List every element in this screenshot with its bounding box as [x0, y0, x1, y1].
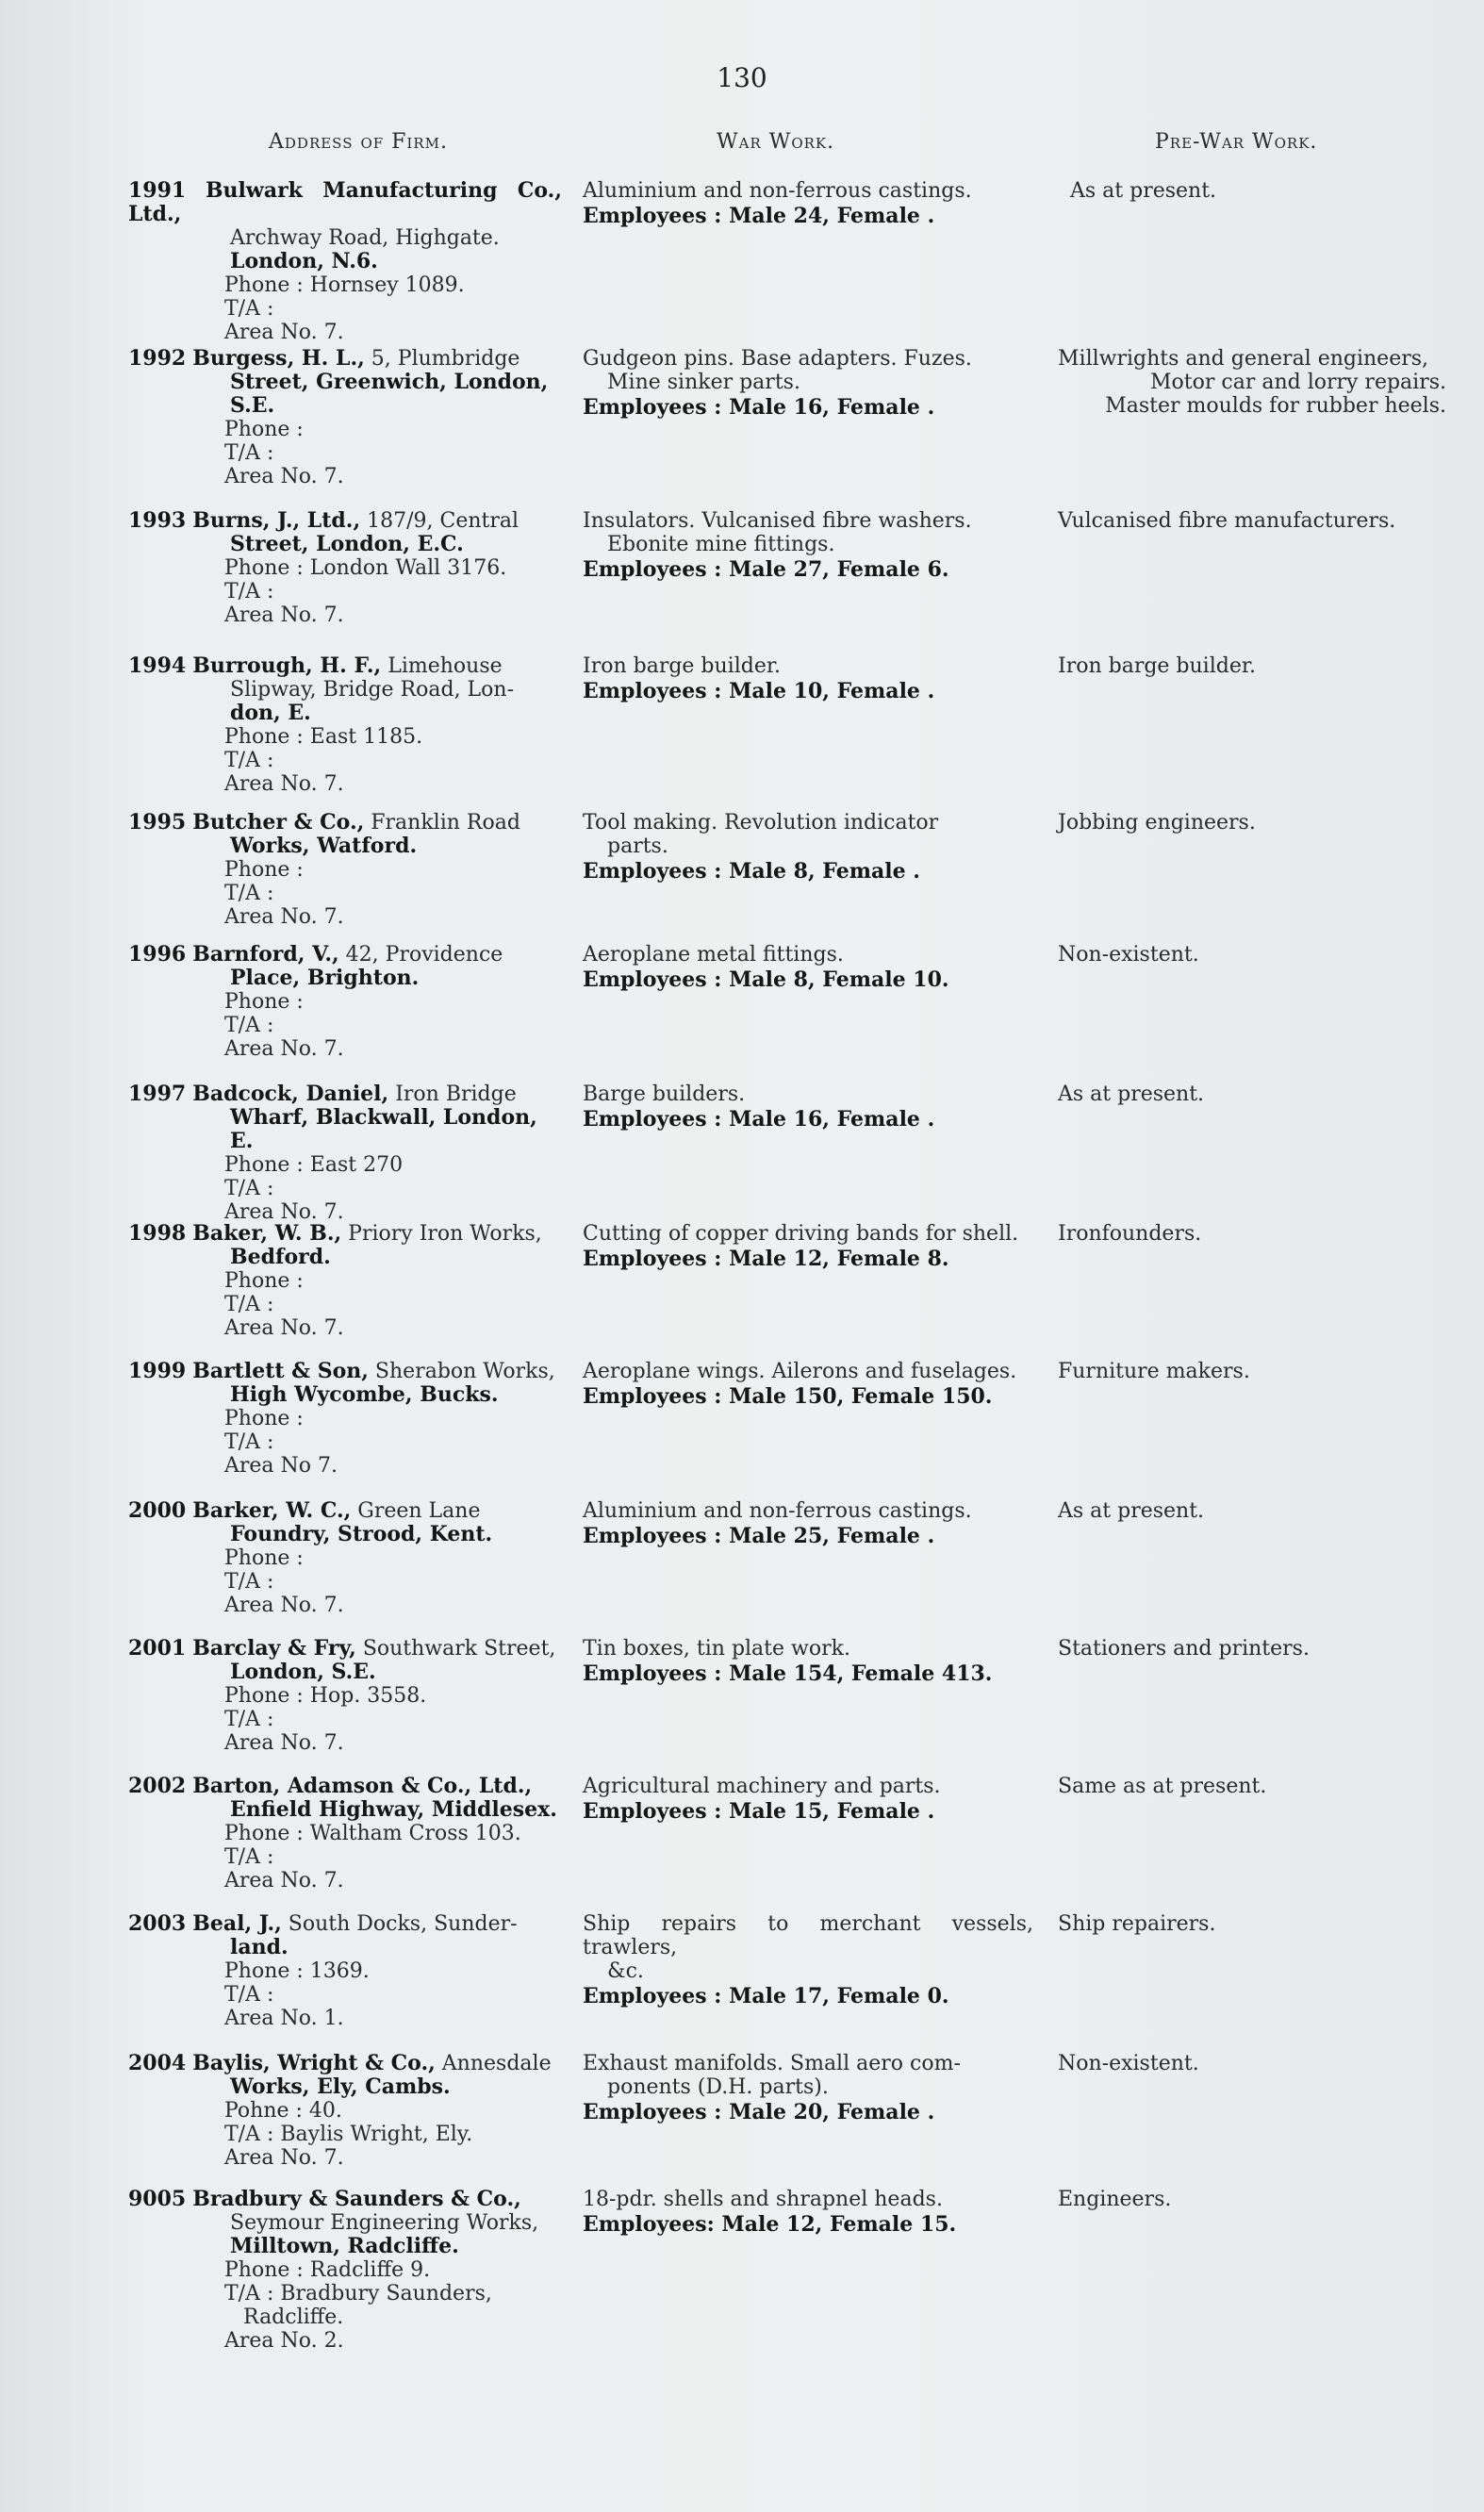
firm-lead-line [128, 943, 562, 967]
area-line: Area No. 7. [224, 465, 344, 488]
firm-address [128, 1912, 562, 2030]
phone-line: Phone : [224, 418, 304, 441]
pre-war-work [1058, 1360, 1446, 1383]
address-line: London, N.6. [230, 249, 378, 273]
address-line: Street, Greenwich, London, [230, 370, 549, 394]
pre-war-description: Ironfounders. [1058, 1222, 1202, 1246]
firm-lead-line [128, 1360, 562, 1383]
entry-number: 2002 [128, 1774, 187, 1798]
phone-line: Phone : London Wall 3176. [224, 556, 507, 580]
telegraphic-address: T/A : [224, 441, 274, 465]
war-work-description: Aluminium and non-ferrous castings. [583, 179, 972, 203]
firm-lead-line [128, 2052, 562, 2075]
employees-count: Employees : Male 150, Female 150. [583, 1384, 993, 1409]
war-work-description: parts. [607, 835, 668, 858]
entry-number: 1996 [128, 942, 187, 967]
war-work-description: Exhaust manifolds. Small aero com- [583, 2052, 961, 2075]
war-work-description: Ebonite mine fittings. [607, 533, 835, 556]
phone-line: Phone : East 1185. [224, 725, 423, 749]
firm-address [128, 943, 562, 1061]
phone-line: Phone : [224, 990, 304, 1014]
entry-number: 1992 [128, 346, 187, 371]
war-work [583, 2052, 1033, 2124]
pre-war-description: Motor car and lorry repairs. [1150, 371, 1446, 394]
address-line: Foundry, Strood, Kent. [230, 1522, 493, 1546]
pre-war-description: Millwrights and general engineers, [1058, 347, 1429, 371]
pre-war-work [1058, 347, 1446, 418]
war-work-description: Mine sinker parts. [607, 371, 800, 394]
employees-count: Employees : Male 24, Female . [583, 204, 935, 228]
war-work [583, 654, 1033, 703]
telegraphic-address: T/A : [224, 1293, 274, 1316]
entry-number: 1998 [128, 1221, 187, 1246]
war-work-description: &c. [607, 1959, 644, 1983]
entry-number: 9005 [128, 2187, 187, 2211]
entry-number: 1993 [128, 508, 187, 533]
pre-war-work [1058, 1775, 1446, 1798]
address-line: S.E. [230, 393, 275, 418]
address-line: Works, Ely, Cambs. [230, 2074, 451, 2099]
address-start: Sherabon Works, [374, 1360, 555, 1383]
area-line: Area No. 2. [224, 2329, 344, 2353]
pre-war-work [1058, 509, 1446, 533]
pre-war-work [1058, 1637, 1446, 1661]
phone-line: Phone : Hop. 3558. [224, 1684, 427, 1708]
entry-number: 1999 [128, 1359, 187, 1383]
area-line: Area No. 7. [224, 1316, 344, 1340]
phone-line: Phone : [224, 1269, 304, 1293]
telegraphic-address: T/A : [224, 297, 274, 321]
entry-number: 1994 [128, 653, 187, 678]
firm-name: Baylis, Wright & Co., [192, 2051, 436, 2075]
pre-war-work [1058, 943, 1446, 967]
address-start: Priory Iron Works, [348, 1222, 542, 1246]
war-work [583, 1775, 1033, 1824]
pre-war-description: As at present. [1058, 1499, 1205, 1523]
address-line: Seymour Engineering Works, [230, 2211, 539, 2235]
pre-war-description: Ship repairers. [1058, 1912, 1216, 1936]
war-work-description: Tool making. Revolution indicator [583, 811, 939, 835]
employees-count: Employees : Male 10, Female . [583, 679, 935, 703]
address-start: Green Lane [357, 1499, 481, 1523]
address-line: Place, Brighton. [230, 966, 420, 990]
employees-count: Employees : Male 20, Female . [583, 2100, 935, 2124]
pre-war-work [1058, 811, 1446, 835]
phone-line: Phone : [224, 858, 304, 882]
pre-war-description: Jobbing engineers. [1058, 811, 1256, 835]
telegraphic-address: T/A : [224, 1845, 274, 1869]
entry-number: 2000 [128, 1498, 187, 1523]
firm-name: Bradbury & Saunders & Co., [192, 2187, 521, 2211]
pre-war-description: Iron barge builder. [1058, 654, 1256, 678]
pre-war-work [1058, 1082, 1446, 1106]
entry-number: 1997 [128, 1082, 187, 1106]
phone-line: Phone : East 270 [224, 1153, 404, 1177]
war-work-description: Aeroplane wings. Ailerons and fuselages. [583, 1360, 1017, 1383]
war-work [583, 2188, 1033, 2237]
address-start: Southwark Street, [362, 1637, 556, 1661]
firm-lead-line [128, 811, 562, 835]
firm-address [128, 2052, 562, 2170]
firm-lead-line [128, 1912, 562, 1936]
address-start: 42, Providence [345, 943, 503, 967]
war-work [583, 1360, 1033, 1409]
war-work [583, 943, 1033, 992]
firm-name: Burns, J., Ltd., [192, 508, 361, 533]
employees-count: Employees : Male 27, Female 6. [583, 557, 949, 582]
address-start: 187/9, Central [367, 509, 519, 533]
war-work-description: Agricultural machinery and parts. [583, 1775, 941, 1798]
address-line: London, S.E. [230, 1660, 376, 1684]
war-work [583, 1912, 1033, 2008]
pre-war-work [1070, 179, 1459, 203]
entry-number: 2004 [128, 2051, 187, 2075]
area-line: Area No. 7. [224, 2146, 344, 2170]
employees-count: Employees : Male 15, Female . [583, 1799, 935, 1824]
employees-count: Employees : Male 17, Female 0. [583, 1984, 949, 2008]
address-line: Wharf, Blackwall, London, E. [230, 1105, 537, 1153]
pre-war-work [1058, 2188, 1446, 2211]
telegraphic-address: T/A : [224, 1014, 274, 1037]
firm-name: Bulwark Manufacturing Co., Ltd., [128, 178, 562, 226]
telegraphic-address: T/A : [224, 1430, 274, 1454]
war-work [583, 1222, 1033, 1271]
firm-address [128, 1360, 562, 1478]
phone-line: Phone : Radcliffe 9. [224, 2258, 431, 2282]
telegraphic-address: T/A : [224, 1177, 274, 1200]
area-line: Area No. 7. [224, 1731, 344, 1755]
war-work-description: Iron barge builder. [583, 654, 781, 678]
war-work [583, 347, 1033, 420]
page-number: 130 [717, 62, 767, 93]
firm-lead-line [128, 1082, 562, 1106]
area-line: Area No. 7. [224, 1869, 344, 1892]
phone-line: Phone : Hornsey 1089. [224, 273, 465, 297]
war-work-description: ponents (D.H. parts). [607, 2075, 829, 2099]
telegraphic-address: T/A : [224, 1570, 274, 1594]
address-line: Slipway, Bridge Road, Lon- [230, 678, 515, 702]
entry-number: 1995 [128, 810, 187, 835]
firm-lead-line [128, 1775, 562, 1798]
war-work-description: Ship repairs to merchant vessels, trawlers, [583, 1912, 1033, 1959]
address-line: Street, London, E.C. [230, 532, 464, 556]
telegraphic-address: T/A : [224, 1708, 274, 1731]
address-line: Bedford. [230, 1245, 331, 1269]
war-work [583, 1637, 1033, 1686]
pre-war-description: Same as at present. [1058, 1775, 1267, 1798]
phone-line: Phone : [224, 1546, 304, 1570]
employees-count: Employees : Male 8, Female 10. [583, 967, 949, 992]
firm-name: Barclay & Fry, [192, 1636, 356, 1661]
telegraphic-address: T/A : Bradbury Saunders, [224, 2282, 492, 2305]
employees-count: Employees : Male 16, Female . [583, 1107, 935, 1132]
firm-address [128, 1637, 562, 1755]
pre-war-description: Vulcanised fibre manufacturers. [1058, 509, 1396, 533]
employees-count: Employees: Male 12, Female 15. [583, 2212, 957, 2237]
area-line: Area No. 7. [224, 321, 344, 344]
header-pre-war-work: Pre-War Work. [1155, 130, 1318, 154]
employees-count: Employees : Male 16, Female . [583, 395, 935, 420]
pre-war-work [1058, 654, 1446, 678]
entry-number: 2001 [128, 1636, 187, 1661]
firm-address [128, 509, 562, 627]
area-line: Area No. 7. [224, 603, 344, 627]
address-start: Limehouse [387, 654, 503, 678]
firm-lead-line [128, 1222, 562, 1246]
entry-number: 2003 [128, 1911, 187, 1936]
telegraphic-address: Radcliffe. [243, 2305, 344, 2329]
address-start: Franklin Road [371, 811, 520, 835]
pre-war-description: As at present. [1058, 1082, 1205, 1106]
area-line: Area No. 7. [224, 1200, 344, 1224]
war-work [583, 179, 1033, 228]
area-line: Area No. 7. [224, 1594, 344, 1617]
telegraphic-address: T/A : Baylis Wright, Ely. [224, 2123, 473, 2146]
war-work-description: Aluminium and non-ferrous castings. [583, 1499, 972, 1523]
war-work-description: Gudgeon pins. Base adapters. Fuzes. [583, 347, 972, 371]
firm-lead-line [128, 654, 562, 678]
war-work [583, 1499, 1033, 1548]
employees-count: Employees : Male 25, Female . [583, 1524, 935, 1548]
firm-name: Barton, Adamson & Co., Ltd., [192, 1774, 533, 1798]
war-work-description: Aeroplane metal fittings. [583, 943, 844, 967]
firm-lead-line [128, 1499, 562, 1523]
address-line: High Wycombe, Bucks. [230, 1382, 499, 1407]
employees-count: Employees : Male 8, Female . [583, 859, 920, 884]
address-line: Works, Watford. [230, 834, 418, 858]
firm-name: Bartlett & Son, [192, 1359, 369, 1383]
area-line: Area No. 7. [224, 772, 344, 796]
firm-name: Butcher & Co., [192, 810, 365, 835]
address-start: South Docks, Sunder- [288, 1912, 518, 1936]
header-address: Address of Firm. [269, 130, 448, 154]
firm-address [128, 811, 562, 929]
firm-address [128, 347, 562, 488]
war-work [583, 1082, 1033, 1132]
address-start: Iron Bridge [395, 1082, 517, 1106]
area-line: Area No. 1. [224, 2007, 344, 2030]
war-work-description: Barge builders. [583, 1082, 746, 1106]
pre-war-description: Stationers and printers. [1058, 1637, 1310, 1661]
address-start: Annesdale [441, 2052, 552, 2075]
employees-count: Employees : Male 154, Female 413. [583, 1661, 993, 1686]
firm-address [128, 1082, 562, 1224]
firm-address [128, 1775, 562, 1892]
firm-address [128, 1499, 562, 1617]
pre-war-work [1058, 1499, 1446, 1523]
pre-war-work [1058, 1912, 1446, 1936]
phone-line: Phone : Waltham Cross 103. [224, 1822, 521, 1845]
pre-war-description: Non-existent. [1058, 943, 1199, 967]
firm-name: Burrough, H. F., [192, 653, 382, 678]
firm-lead-line [128, 347, 562, 371]
pre-war-work [1058, 2052, 1446, 2075]
telegraphic-address: T/A : [224, 1983, 274, 2007]
war-work [583, 509, 1033, 582]
firm-name: Beal, J., [192, 1911, 282, 1936]
phone-line: Pohne : 40. [224, 2099, 342, 2123]
phone-line: Phone : 1369. [224, 1959, 370, 1983]
pre-war-description: Furniture makers. [1058, 1360, 1250, 1383]
pre-war-description: Non-existent. [1058, 2052, 1199, 2075]
firm-address [128, 179, 562, 344]
firm-lead-line [128, 2188, 562, 2211]
firm-lead-line [128, 509, 562, 533]
firm-name: Barker, W. C., [192, 1498, 352, 1523]
address-line: Milltown, Radcliffe. [230, 2234, 459, 2258]
firm-lead-line [128, 179, 562, 226]
address-line: Archway Road, Highgate. [230, 226, 500, 250]
firm-address [128, 2188, 562, 2353]
area-line: Area No. 7. [224, 905, 344, 929]
war-work [583, 811, 1033, 884]
firm-name: Baker, W. B., [192, 1221, 342, 1246]
war-work-description: 18-pdr. shells and shrapnel heads. [583, 2188, 943, 2211]
pre-war-description: Engineers. [1058, 2188, 1172, 2211]
entry-number: 1991 [128, 178, 187, 203]
area-line: Area No 7. [224, 1454, 338, 1478]
pre-war-work [1058, 1222, 1446, 1246]
firm-lead-line [128, 1637, 562, 1661]
firm-name: Burgess, H. L., [192, 346, 365, 371]
address-start: 5, Plumbridge [371, 347, 520, 371]
phone-line: Phone : [224, 1407, 304, 1430]
firm-address [128, 654, 562, 796]
pre-war-description: Master moulds for rubber heels. [1105, 394, 1446, 418]
address-line: Enfield Highway, Middlesex. [230, 1797, 557, 1822]
firm-name: Barnford, V., [192, 942, 339, 967]
address-line: land. [230, 1935, 289, 1959]
pre-war-description: As at present. [1070, 179, 1217, 203]
header-war-work: War Work. [717, 130, 835, 154]
firm-name: Badcock, Daniel, [192, 1082, 389, 1106]
employees-count: Employees : Male 12, Female 8. [583, 1247, 949, 1271]
firm-address [128, 1222, 562, 1340]
war-work-description: Tin boxes, tin plate work. [583, 1637, 850, 1661]
telegraphic-address: T/A : [224, 580, 274, 603]
telegraphic-address: T/A : [224, 882, 274, 905]
area-line: Area No. 7. [224, 1037, 344, 1061]
telegraphic-address: T/A : [224, 749, 274, 772]
address-line: don, E. [230, 701, 311, 725]
war-work-description: Cutting of copper driving bands for shell. [583, 1222, 1019, 1246]
war-work-description: Insulators. Vulcanised fibre washers. [583, 509, 972, 533]
